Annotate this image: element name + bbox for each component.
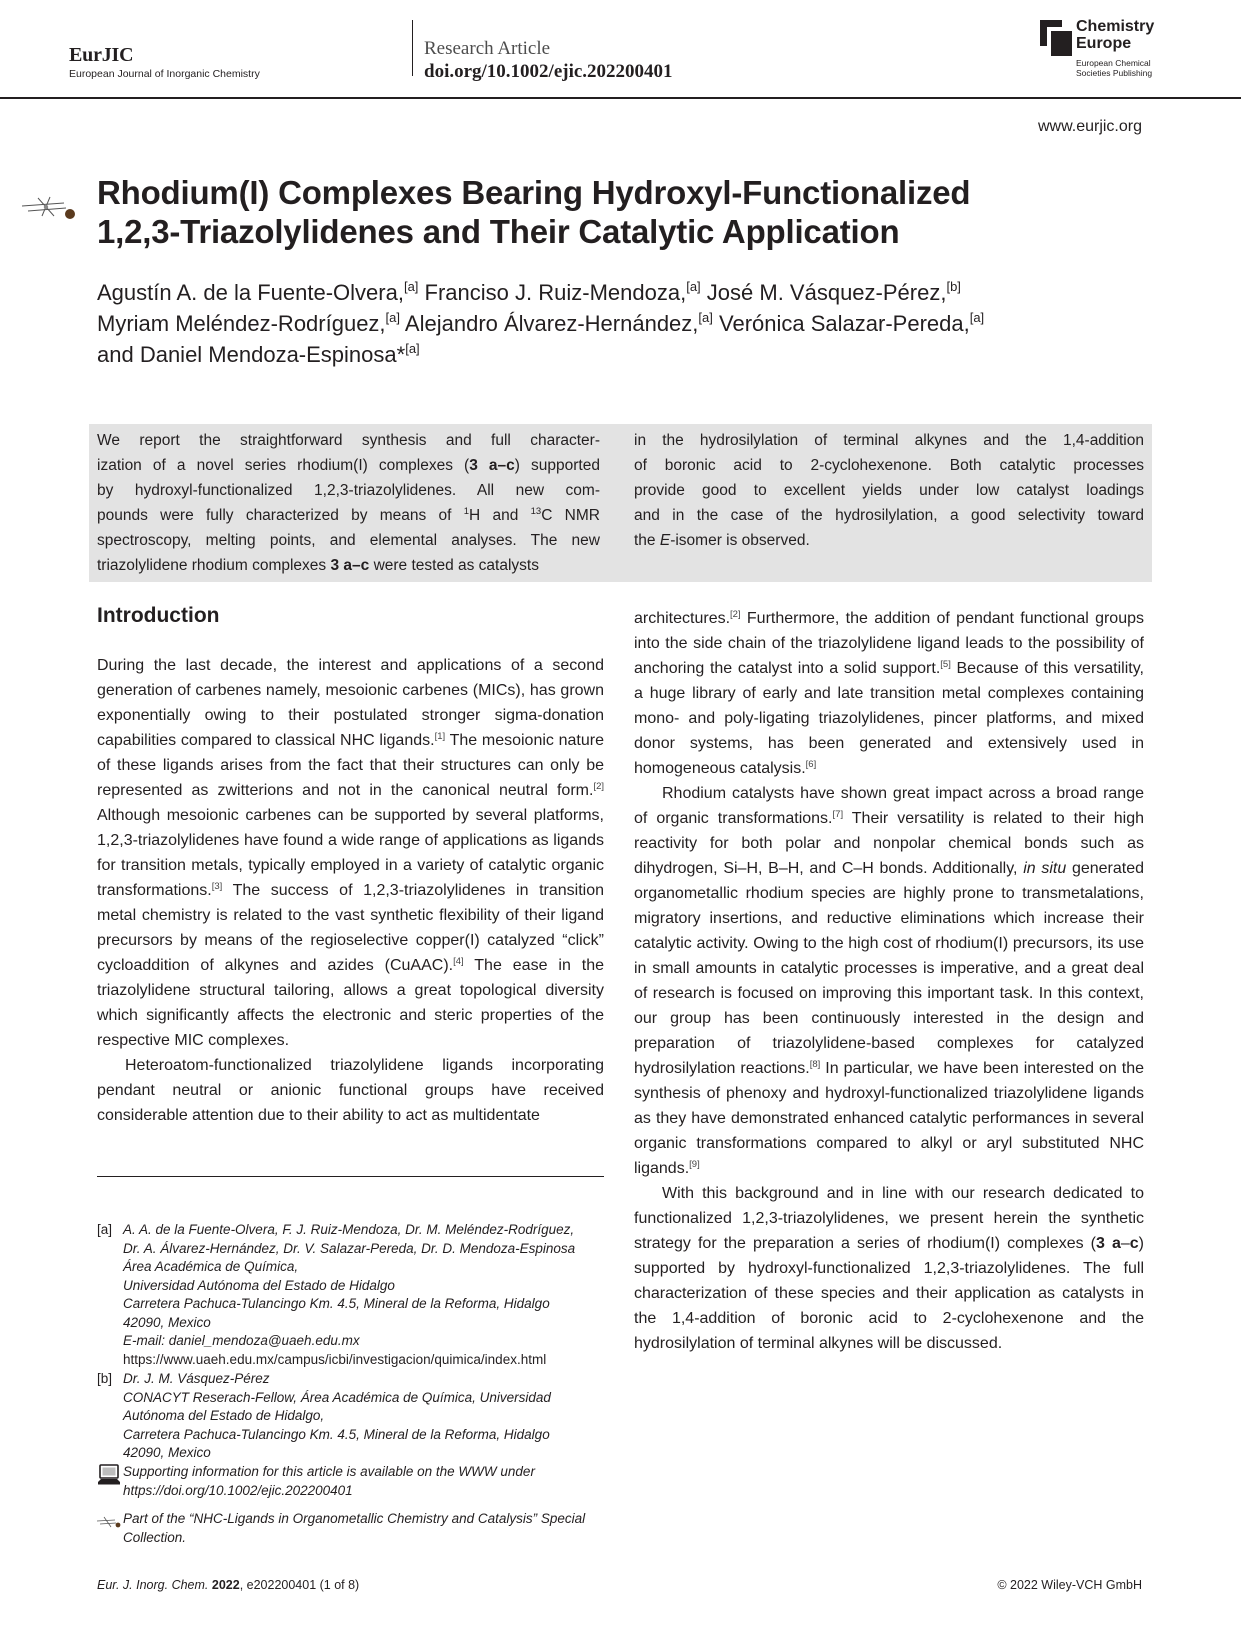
- abstract-line: and in the case of the hydrosilylation, a good selectivity toward: [634, 507, 1144, 524]
- abstract-line: pounds were fully characterized by means of $^1$H and $^{13}$C NMR: [97, 506, 600, 524]
- publisher-subtitle-line1: European Chemical: [1076, 58, 1151, 68]
- footnote-tag: [b]: [97, 1371, 113, 1386]
- footnote-line: Autónoma del Estado de Hidalgo,: [123, 1408, 325, 1423]
- body-paragraph: architectures.[2] Furthermore, the addition of pendant functional groups into the side chain of the triazolylidene ligand leads to the possibility of anchoring the catalyst into a solid support.[5] Because of this versatility, a huge library of early and late transition metal complexes containing mono- and poly-ligating triazolylidenes, pincer platforms, and mixed donor systems, has been generated and extensively used in homogeneous catalysis.[6]: [634, 609, 1144, 777]
- citation-marker[interactable]: [3]: [211, 881, 223, 892]
- computer-icon: [97, 1463, 121, 1487]
- footnote-line: Supporting information for this article is available on the WWW under: [123, 1464, 535, 1479]
- footnote-line: Dr. J. M. Vásquez-Pérez: [123, 1371, 270, 1386]
- citation-marker[interactable]: [1]: [434, 731, 446, 742]
- footnote-line: Dr. A. Álvarez-Hernández, Dr. V. Salazar-Pereda, Dr. D. Mendoza-Espinosa: [123, 1240, 576, 1256]
- author-name: Myriam Meléndez-Rodríguez,: [97, 311, 386, 336]
- body-left-column: [97, 603, 604, 1128]
- abstract-line: by hydroxyl-functionalized 1,2,3-triazolylidenes. All new com-: [97, 482, 600, 499]
- abstract-line: ization of a novel series rhodium(I) complexes (3 a–c) supported: [97, 457, 600, 474]
- citation-marker[interactable]: [7]: [832, 809, 844, 820]
- body-left-paragraphs: [97, 653, 604, 1128]
- affiliation-a-text: [123, 1221, 604, 1351]
- author-affiliation: [a]: [686, 279, 701, 294]
- chemistry-europe-mark-icon: [1040, 20, 1072, 56]
- compound-label: c: [1129, 1235, 1139, 1252]
- citation-marker[interactable]: 1: [463, 506, 470, 517]
- compound-label: 3 a: [1095, 1235, 1121, 1252]
- footer-citation: , e202200401 (1 of 8): [239, 1578, 360, 1592]
- article-doi-link[interactable]: doi.org/10.1002/ejic.202200401: [424, 61, 673, 82]
- author-name: Verónica Salazar-Pereda,: [719, 311, 970, 336]
- publisher-name: [1076, 18, 1154, 52]
- publisher-subtitle-line2: Societies Publishing: [1076, 68, 1153, 78]
- section-heading-introduction: Introduction: [97, 604, 220, 627]
- footer-journal: Eur. J. Inorg. Chem.: [97, 1578, 209, 1592]
- citation-marker[interactable]: [8]: [809, 1059, 821, 1070]
- emphasis: E: [659, 532, 671, 549]
- footnote-line: 42090, Mexico: [123, 1314, 211, 1330]
- footnote-line: CONACYT Reserach-Fellow, Área Académica de Química, Universidad: [123, 1389, 551, 1405]
- citation-marker[interactable]: [2]: [730, 609, 741, 620]
- body-paragraph: Heteroatom-functionalized triazolylidene ligands incorporating pendant neutral or anionic functional groups have received considerable attention due to their ability to act as multidentate: [97, 1057, 604, 1124]
- compound-label: 3 a–c: [469, 457, 515, 474]
- footnote-line: A. A. de la Fuente-Olvera, F. J. Ruiz-Mendoza, Dr. M. Meléndez-Rodríguez,: [123, 1222, 575, 1237]
- footnote-line: E-mail: daniel_mendoza@uaeh.edu.mx: [123, 1333, 360, 1348]
- author-affiliation: [a]: [405, 341, 420, 356]
- abstract-line: provide good to excellent yields under low catalyst loadings: [634, 482, 1144, 499]
- header-rule: [0, 97, 1241, 99]
- abstract-line: spectroscopy, melting points, and elemental analyses. The new: [97, 532, 600, 549]
- affiliation-a-footnote: [97, 1221, 604, 1369]
- author-name: Alejandro Álvarez-Hernández,: [404, 311, 699, 336]
- journal-masthead: [69, 44, 260, 81]
- journal-abbreviation: EurJIC: [69, 44, 134, 66]
- author-affiliation: [a]: [403, 279, 419, 294]
- publisher-name-line2: Europe: [1076, 35, 1132, 52]
- body-right-column: [634, 606, 1144, 1356]
- citation-marker[interactable]: [9]: [689, 1159, 700, 1170]
- author-name: José M. Vásquez-Pérez,: [706, 280, 947, 305]
- footnote-rule: [97, 1176, 604, 1177]
- journal-full-name: European Journal of Inorganic Chemistry: [69, 68, 260, 80]
- footnote-tag: [a]: [97, 1222, 113, 1237]
- author-affiliation: [a]: [969, 310, 985, 325]
- special-collection-icon: [20, 192, 82, 222]
- journal-website-link[interactable]: www.eurjic.org: [1037, 118, 1142, 135]
- article-info: [424, 38, 673, 84]
- abstract-line: triazolylidene rhodium complexes 3 a–c were tested as catalysts: [97, 557, 539, 574]
- article-title-line1: Rhodium(I) Complexes Bearing Hydroxyl-Functionalized: [97, 174, 971, 211]
- footer-year: 2022: [211, 1578, 240, 1592]
- footnote-line: Carretera Pachuca-Tulancingo Km. 4.5, Mineral de la Reforma, Hidalgo: [123, 1426, 550, 1442]
- footnote-line: Área Académica de Química,: [123, 1259, 299, 1274]
- author-name: Franciso J. Ruiz-Mendoza,: [424, 280, 687, 305]
- corresponding-author-name: and Daniel Mendoza-Espinosa*: [97, 342, 406, 367]
- citation-marker[interactable]: [2]: [593, 781, 604, 792]
- affiliation-b-footnote: [97, 1370, 604, 1463]
- abstract-line: We report the straightforward synthesis and full character-: [97, 432, 600, 449]
- chemistry-europe-logo: [1040, 18, 1186, 80]
- citation-marker[interactable]: 13: [530, 506, 542, 517]
- abstract-line: of boronic acid to 2-cyclohexenone. Both catalytic processes: [634, 457, 1144, 474]
- citation-marker[interactable]: [5]: [940, 659, 951, 670]
- body-paragraph: During the last decade, the interest and applications of a second generation of carbenes namely, mesoionic carbenes (MICs), has grown exponentially owing to their postulated stronger sigma-donation capabilities compared to classical NHC ligands.[1] The mesoionic nature of these ligands arises from the fact that their structures can only be represented as zwitterions and not in the canonical neutral form.[2] Although mesoionic carbenes can be supported by several platforms, 1,2,3-triazolylidenes have found a wide range of applications as ligands for transition metals, typically employed in a variety of catalytic organic transformations.[3] The success of 1,2,3-triazolylidenes in transition metal chemistry is related to the vast synthetic flexibility of their ligand precursors by means of the regioselective copper(I) catalyzed “click” cycloaddition of alkynes and azides (CuAAC).[4] The ease in the triazolylidene structural tailoring, allows a great topological diversity which significantly affects the electronic and steric properties of the respective MIC complexes.: [97, 657, 605, 1049]
- author-line: [97, 339, 1157, 370]
- author-list: [97, 277, 1157, 370]
- abstract-left-column: [97, 428, 600, 578]
- footnote-line: https://doi.org/10.1002/ejic.202200401: [123, 1482, 353, 1498]
- abstract-line: in the hydrosilylation of terminal alkynes and the 1,4-addition: [634, 432, 1144, 449]
- header-divider: [412, 20, 413, 76]
- article-title-line2: 1,2,3-Triazolylidenes and Their Catalytic Application: [97, 213, 900, 250]
- affiliation-a-lines: [123, 1221, 604, 1369]
- footnote-line: Part of the “NHC-Ligands in Organometallic Chemistry and Catalysis” Special: [123, 1511, 586, 1526]
- abstract-line: the E-isomer is observed.: [634, 532, 810, 549]
- footnote-line: Carretera Pachuca-Tulancingo Km. 4.5, Mineral de la Reforma, Hidalgo: [123, 1296, 550, 1311]
- special-collection-small-icon: [97, 1510, 121, 1534]
- special-collection-text: [123, 1510, 604, 1547]
- citation-marker[interactable]: [6]: [805, 759, 817, 770]
- article-type: Research Article: [424, 38, 551, 59]
- page-citation: [97, 1578, 359, 1592]
- citation-marker[interactable]: [4]: [453, 956, 464, 967]
- author-line: [97, 308, 1157, 339]
- special-collection-footnote: [97, 1510, 604, 1547]
- author-name: Agustín A. de la Fuente-Olvera,: [97, 280, 404, 305]
- compound-label: 3 a–c: [330, 557, 370, 574]
- affiliation-b-text: [123, 1370, 604, 1463]
- abstract-box: [89, 424, 1152, 582]
- body-paragraph: Rhodium catalysts have shown great impact across a broad range of organic transformations.[7] Their versatility is related to their high reactivity for both polar and nonpolar chemical bonds such as dihydrogen, Si–H, B–H, and C–H bonds. Additionally, in situ generated organometallic rhodium species are highly prone to transmetalations, migratory insertions, and reductive eliminations which increase their catalytic activity. Owing to the high cost of rhodium(I) precursors, its use in small amounts in catalytic processes is imperative, and a great deal of research is focused on improving this important task. In this context, our group has been continuously interested in the design and preparation of triazolylidene-based complexes for catalyzed hydrosilylation reactions.[8] In particular, we have been interested on the synthesis of phenoxy and hydroxyl-functionalized triazolylidene ligands as they have demonstrated enhanced catalytic performances in several organic transformations compared to alkyl or aryl substituted NHC ligands.[9]: [634, 785, 1145, 1177]
- author-affiliation: [b]: [946, 279, 961, 294]
- author-affiliation: [a]: [385, 310, 401, 325]
- supporting-info-footnote: [97, 1463, 604, 1500]
- article-title: [97, 173, 1147, 251]
- supporting-info-text[interactable]: [123, 1463, 604, 1500]
- author-line: [97, 277, 1157, 308]
- affiliation-url-link[interactable]: https://www.uaeh.edu.mx/campus/icbi/investigacion/quimica/index.html: [123, 1351, 547, 1367]
- author-affiliation: [a]: [698, 310, 713, 325]
- publisher-name-line1: Chemistry: [1076, 18, 1155, 35]
- footnote-line: 42090, Mexico: [123, 1445, 211, 1460]
- body-paragraph: With this background and in line with our research dedicated to functionalized 1,2,3-triazolylidenes, we present herein the synthetic strategy for the preparation a series of rhodium(I) complexes (3 a–c) supported by hydroxyl-functionalized 1,2,3-triazolylidenes. The full characterization of these species and their application as catalysts in the 1,4-addition of boronic acid to 2-cyclohexenone and the hydrosilylation of terminal alkynes will be discussed.: [634, 1185, 1144, 1352]
- footnote-line: Universidad Autónoma del Estado de Hidalgo: [123, 1277, 395, 1293]
- copyright: © 2022 Wiley-VCH GmbH: [997, 1578, 1142, 1592]
- emphasis: in situ: [1023, 860, 1067, 877]
- abstract-right-column: [634, 428, 1144, 553]
- footnote-line: Collection.: [123, 1529, 187, 1545]
- publisher-subtitle: [1076, 58, 1152, 78]
